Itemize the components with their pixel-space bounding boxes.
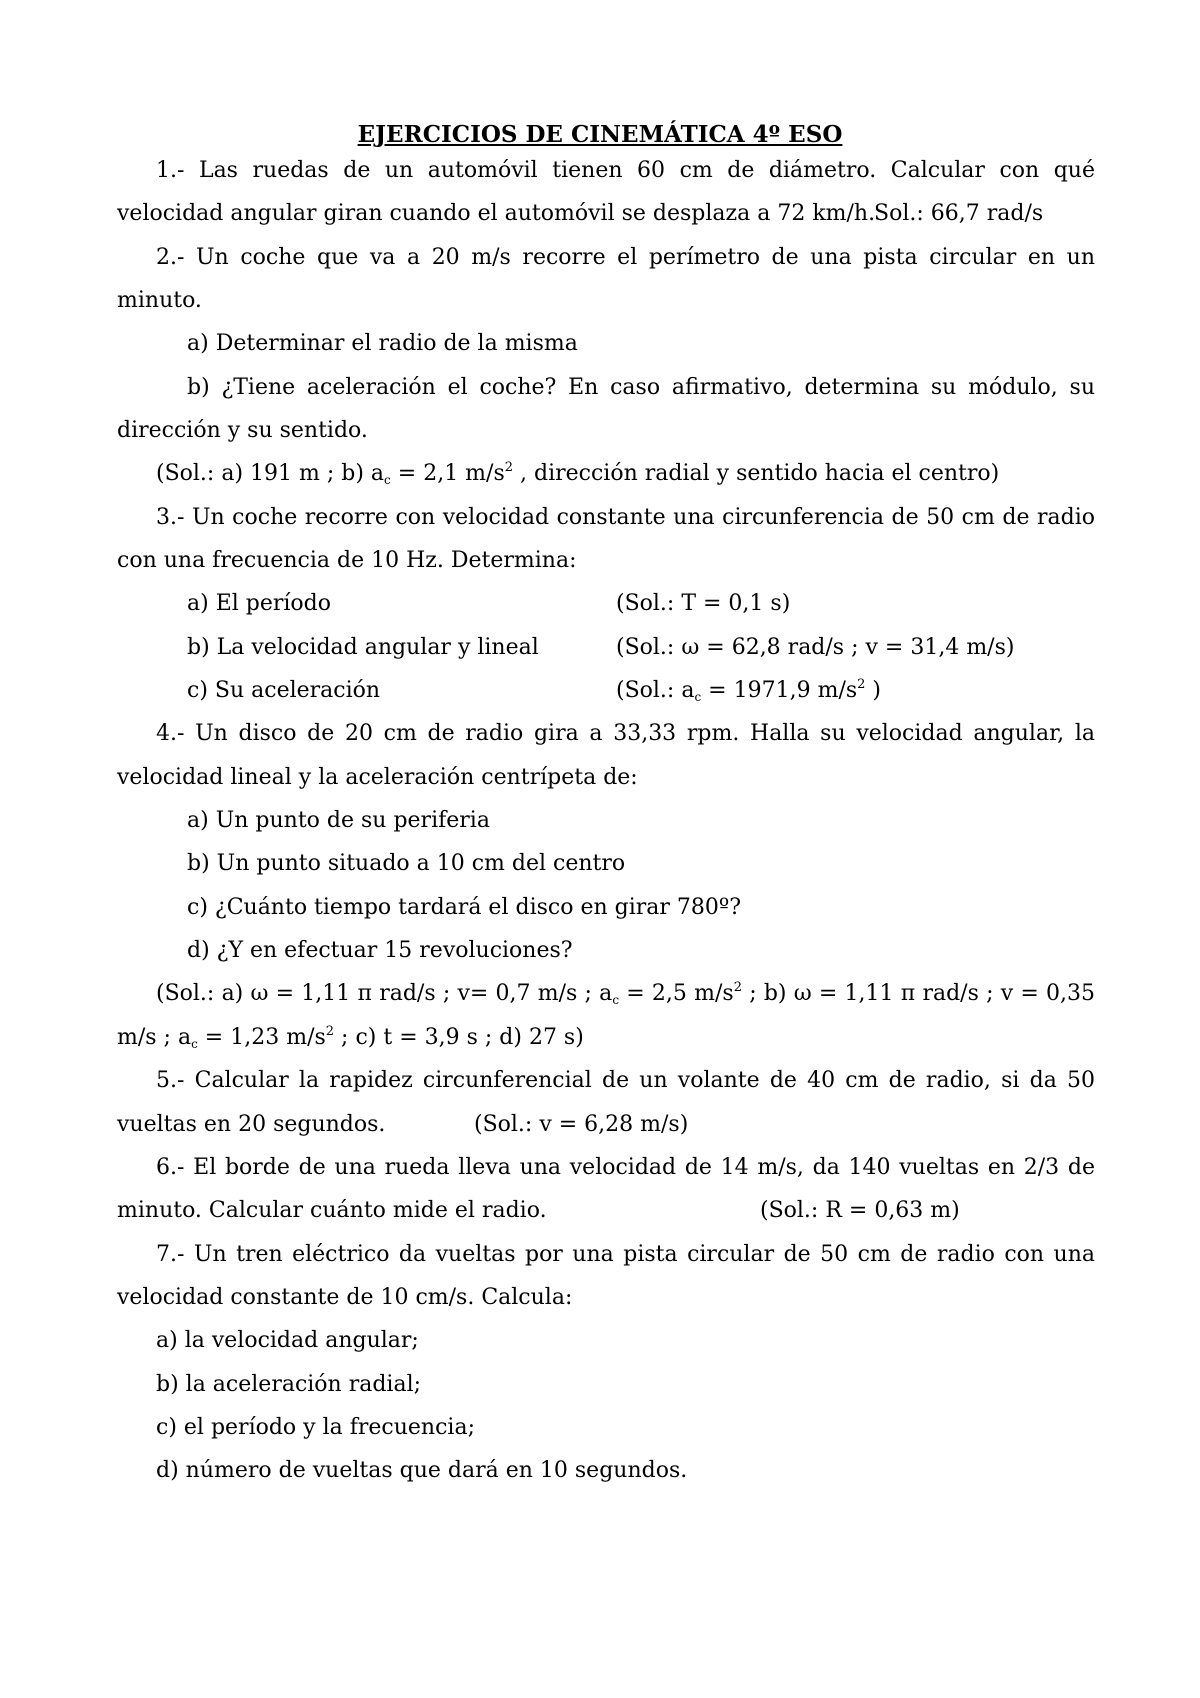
- exercise-4-part-c: c) ¿Cuánto tiempo tardará el disco en girar 780º?: [187, 895, 742, 920]
- exercise-3-part-c-solution: (Sol.: $a_c = 1971,9$ $m/s^2$ ): [616, 677, 882, 704]
- exercise-6-line-2: minuto. Calcular cuánto mide el radio.: [117, 1198, 547, 1223]
- exercise-4-part-a: a) Un punto de su periferia: [187, 808, 490, 833]
- page-title: EJERCICIOS DE CINEMÁTICA 4º ESO: [357, 121, 843, 148]
- exercise-3-part-c: c) Su aceleración: [187, 678, 381, 703]
- exercise-7-line-1: 7.- Un tren eléctrico da vueltas por una pista circular de 50 cm de radio con una: [156, 1242, 1095, 1267]
- exercise-7-part-c: c) el período y la frecuencia;: [156, 1415, 475, 1440]
- exercise-7-part-d: d) número de vueltas que dará en 10 segundos.: [156, 1458, 688, 1483]
- exercise-3-line-2: con una frecuencia de 10 Hz. Determina:: [117, 548, 577, 573]
- exercise-4-part-b: b) Un punto situado a 10 cm del centro: [187, 851, 626, 876]
- exercise-5-line-2: vueltas en 20 segundos.: [117, 1112, 386, 1137]
- exercise-2-line-2: minuto.: [117, 288, 202, 313]
- exercise-3-part-a-solution: (Sol.: T = 0,1 s): [616, 591, 791, 616]
- exercise-4-solution-line-2: m/s ; $a_c = 1,23$ $m/s^2$ ; c) t = 3,9 s ; d) 27 s): [117, 1024, 584, 1051]
- exercise-1-solution: Sol.: 66,7 rad/s: [874, 201, 1044, 226]
- exercise-4-solution-line-1: (Sol.: a) ω = 1,11 π rad/s ; v= 0,7 m/s ; $a_c = 2,5$ $m/s^2$ ; b) ω = 1,11 π rad/s ; v = 0,35: [156, 980, 1096, 1007]
- exercise-1-line-1: 1.- Las ruedas de un automóvil tienen 60 cm de diámetro. Calcular con qué: [156, 158, 1095, 183]
- exercise-7-part-a: a) la velocidad angular;: [156, 1328, 419, 1353]
- exercise-2-solution: (Sol.: a) 191 m ; b) $a_c = 2,1$ $m/s^2$ , dirección radial y sentido hacia el centro): [156, 460, 1000, 487]
- exercise-3-part-b: b) La velocidad angular y lineal: [187, 635, 539, 660]
- exercise-4-line-2: velocidad lineal y la aceleración centrípeta de:: [117, 765, 638, 790]
- exercise-2-part-b-line-2: dirección y su sentido.: [117, 418, 368, 443]
- exercise-5-line-1: 5.- Calcular la rapidez circunferencial de un volante de 40 cm de radio, si da 50: [156, 1068, 1095, 1093]
- exercise-2-part-a: a) Determinar el radio de la misma: [187, 331, 578, 356]
- exercise-5-solution: (Sol.: v = 6,28 m/s): [474, 1112, 689, 1137]
- exercise-1-line-2: velocidad angular giran cuando el automóvil se desplaza a 72 km/h.: [117, 201, 876, 226]
- exercise-4-line-1: 4.- Un disco de 20 cm de radio gira a 33,33 rpm. Halla su velocidad angular, la: [156, 721, 1095, 746]
- exercise-7-line-2: velocidad constante de 10 cm/s. Calcula:: [117, 1285, 573, 1310]
- exercise-2-part-b-line-1: b) ¿Tiene aceleración el coche? En caso afirmativo, determina su módulo, su: [187, 375, 1095, 400]
- exercise-2-line-1: 2.- Un coche que va a 20 m/s recorre el perímetro de una pista circular en un: [156, 245, 1095, 270]
- exercise-3-part-b-solution: (Sol.: ω = 62,8 rad/s ; v = 31,4 m/s): [616, 635, 1015, 660]
- exercise-6-line-1: 6.- El borde de una rueda lleva una velocidad de 14 m/s, da 140 vueltas en 2/3 de: [156, 1155, 1095, 1180]
- exercise-6-solution: (Sol.: R = 0,63 m): [760, 1198, 960, 1223]
- exercise-4-part-d: d) ¿Y en efectuar 15 revoluciones?: [187, 938, 573, 963]
- exercise-7-part-b: b) la aceleración radial;: [156, 1372, 422, 1397]
- exercise-3-part-a: a) El período: [187, 591, 332, 616]
- exercise-3-line-1: 3.- Un coche recorre con velocidad constante una circunferencia de 50 cm de radio: [156, 505, 1095, 530]
